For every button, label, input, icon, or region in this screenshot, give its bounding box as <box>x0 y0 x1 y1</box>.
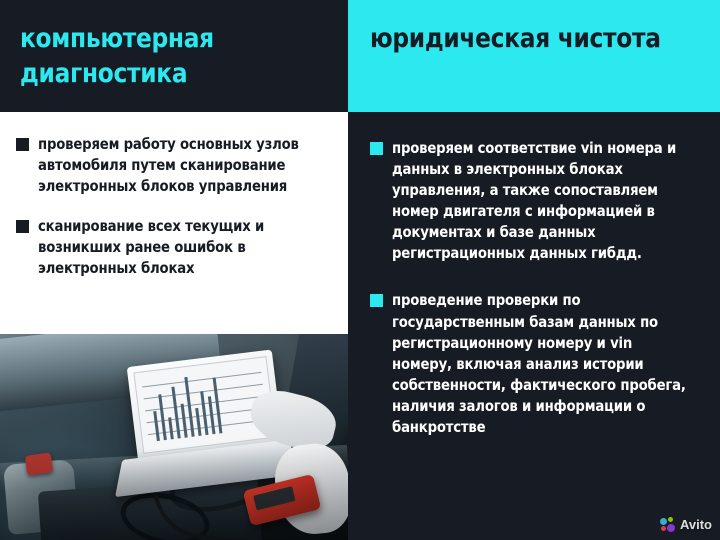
square-bullet-icon <box>370 142 383 155</box>
list-item-label: проверяем соответствие vin номера и данных в электронных блоках управления, а также сопоставляем номер двигателя с информацией в документах и базе данных регистрационных данных гибдд. <box>392 139 677 263</box>
list-item-label: проверяем работу основных узлов автомобиля путем сканирование электронных блоков управления <box>38 135 299 196</box>
avito-watermark <box>660 517 712 532</box>
right-bullet-list <box>348 112 720 540</box>
avito-watermark-label: Avito <box>679 517 712 532</box>
list-item-label: проведение проверки по государственным базам данных по регистрационному номеру и vin номеру, включая анализ истории собственности, фактического пробега, наличия залогов и информации о банкротстве <box>392 291 686 436</box>
engine-diagnostics-photo <box>0 334 348 540</box>
photo-vignette <box>0 334 348 540</box>
right-column <box>348 0 720 540</box>
list-item <box>370 138 702 264</box>
left-header-title: компьютерная диагностика <box>20 23 214 89</box>
right-header <box>348 0 720 112</box>
list-item-label: сканирование всех текущих и возникших ранее ошибок в электронных блоках <box>38 217 265 278</box>
avito-logo-icon <box>660 517 675 532</box>
left-header <box>0 0 348 112</box>
left-column <box>0 0 348 540</box>
square-bullet-icon <box>16 138 29 151</box>
list-item <box>370 290 702 438</box>
left-bullet-list <box>0 112 348 334</box>
list-item <box>16 216 328 279</box>
square-bullet-icon <box>16 220 29 233</box>
square-bullet-icon <box>370 294 383 307</box>
list-item <box>16 134 328 197</box>
right-header-title: юридическая чистота <box>370 23 661 54</box>
